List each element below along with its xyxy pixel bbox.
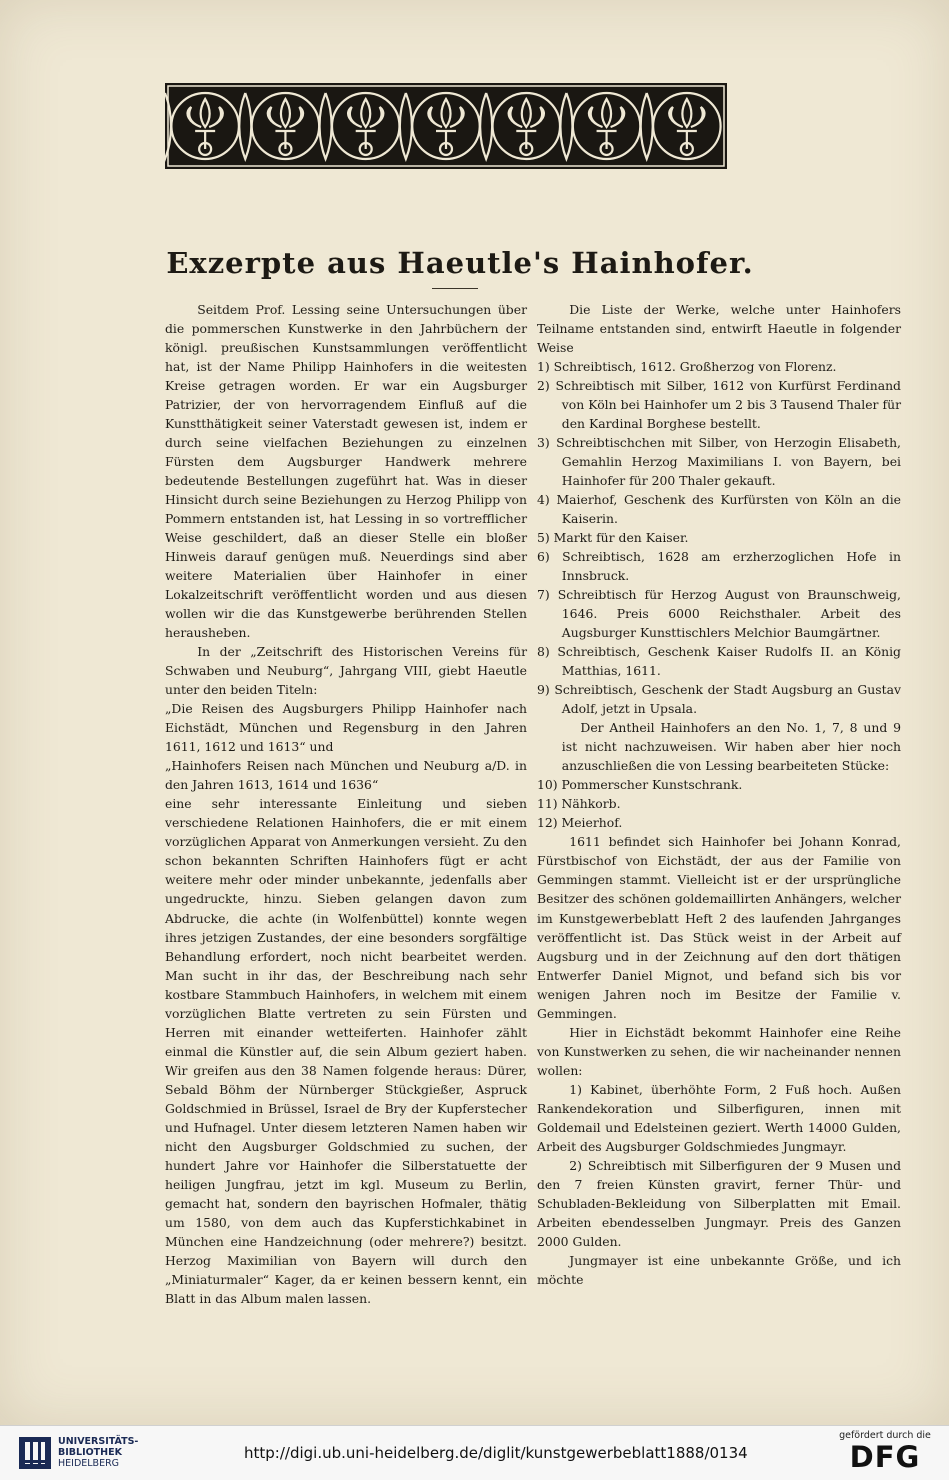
title-divider bbox=[432, 288, 478, 289]
list-item: 4) Maierhof, Geschenk des Kurfürsten von Köln an die Kaiserin. bbox=[537, 492, 901, 527]
sponsor-logo[interactable] bbox=[835, 1430, 935, 1478]
list-item: 5) Markt für den Kaiser. bbox=[537, 530, 689, 546]
paragraph: „Die Reisen des Augsburgers Philipp Hainhofer nach Eichstädt, München und Regensburg in den Jahren 1611, 1612 und 1613“ und bbox=[165, 701, 527, 755]
right-text-column bbox=[537, 300, 901, 1289]
library-name-line1: UNIVERSITÄTS- bbox=[58, 1436, 139, 1447]
paragraph: 2) Schreibtisch mit Silberfiguren der 9 Musen und den 7 freien Künsten gravirt, ferner Thür- und Schubladen-Bekleidung von Silberplatten mit Email. Arbeiten ebendesselben Jungmayr. Preis des Ganzen 2000 Gulden. bbox=[537, 1157, 901, 1249]
list-item: 9) Schreibtisch, Geschenk der Stadt Augsburg an Gustav Adolf, jetzt in Upsala. bbox=[537, 682, 901, 717]
list-item: 3) Schreibtischchen mit Silber, von Herzogin Elisabeth, Gemahlin Herzog Maximilians I. von Bayern, bei Hainhofer für 200 Thaler gekauft. bbox=[537, 435, 901, 489]
list-item: 1) Schreibtisch, 1612. Großherzog von Florenz. bbox=[537, 359, 837, 375]
paragraph: „Hainhofers Reisen nach München und Neuburg a/D. in den Jahren 1613, 1614 und 1636“ bbox=[165, 758, 527, 793]
dfg-logo: DFG bbox=[849, 1440, 921, 1474]
paragraph: Seitdem Prof. Lessing seine Untersuchungen über die pommerschen Kunstwerke in den Jahrbüchern der königl. preußischen Kunstsammlungen veröffentlicht hat, ist der Name Philipp Hainhofers in die weitesten Kreise getragen worden. Er war ein Augsburger Patrizier, der von hervorragendem Einfluß auf die Kunstthätigkeit seiner Vaterstadt gewesen ist, indem er durch seine vielfachen Beziehungen zu einzelnen Fürsten dem Augsburger Handwerk mehrere bedeutende Bestellungen zugeführt hat. Was in dieser Hinsicht durch seine Beziehungen zu Herzog Philipp von Pommern entstanden ist, hat Lessing in so vortrefflicher Weise geschildert, daß an dieser Stelle ein bloßer Hinweis darauf genügen muß. Neuerdings sind aber weitere Materialien über Hainhofer in einer Lokalzeitschrift veröffentlicht worden und aus diesen wollen wir die das Kunstgewerbe berührenden Stellen herausheben. bbox=[165, 302, 527, 641]
list-note: Der Antheil Hainhofers an den No. 1, 7, 8 und 9 ist nicht nachzuweisen. Wir haben aber hier noch anzuschließen die von Lessing bearbeiteten Stücke: bbox=[561, 720, 901, 774]
viewer-footer bbox=[0, 1425, 949, 1480]
paragraph: 1) Kabinet, überhöhte Form, 2 Fuß hoch. Außen Rankendekoration und Silberfiguren, innen mit Goldemail und Edelsteinen geziert. Werth 14000 Gulden, Arbeit des Augsburger Goldschmiedes Jungmayr. bbox=[537, 1081, 901, 1154]
paragraph: Die Liste der Werke, welche unter Hainhofers Teilname entstanden sind, entwirft Haeutle in folgender Weise bbox=[537, 302, 901, 356]
list-item: 12) Meierhof. bbox=[537, 815, 623, 831]
permalink-url[interactable]: http://digi.ub.uni-heidelberg.de/diglit/kunstgewerbeblatt1888/0134 bbox=[244, 1444, 748, 1462]
list-item: 10) Pommerscher Kunstschrank. bbox=[537, 777, 743, 793]
heidelberg-library-logo-icon bbox=[18, 1436, 52, 1470]
library-logo[interactable] bbox=[18, 1434, 218, 1474]
paragraph: 1611 befindet sich Hainhofer bei Johann Konrad, Fürstbischof von Eichstädt, der aus der Familie von Gemmingen stammt. Vielleicht ist er der ursprüngliche Besitzer des schönen goldemaillirten Anhängers, welcher im Kunstgewerbeblatt Heft 2 des laufenden Jahrganges veröffentlicht ist. Das Stück weist in der Arbeit auf Augsburg und in der Zeichnung auf den dort thätigen Entwerfer Daniel Mignot, und befand sich bis vor wenigen Jahren noch im Besitze der Familie v. Gemmingen. bbox=[537, 834, 901, 1021]
list-item: 11) Nähkorb. bbox=[537, 796, 621, 812]
paragraph: eine sehr interessante Einleitung und sieben verschiedene Relationen Hainhofers, die er mit einem vorzüglichen Apparat von Anmerkungen versieht. Zu den schon bekannten Schriften Hainhofers fügt er acht weitere mehr oder minder unbekannte, jedenfalls aber ungedruckte, hinzu. Sieben gelangen davon zum Abdrucke, die achte (in Wolfenbüttel) konnte wegen ihres jetzigen Zustandes, der eine besonders sorgfältige Behandlung erfordert, noch nicht bearbeitet werden. Man sucht in ihr das, der Beschreibung nach sehr kostbare Stammbuch Hainhofers, in welchem mit einem vorzüglichen Blatte vertreten zu sein Fürsten und Herren mit einander wetteiferten. Hainhofer zählt einmal die Künstler auf, die sein Album geziert haben. Wir greifen aus den 38 Namen folgende heraus: Dürer, Sebald Böhm der Nürnberger Stückgießer, Aspruck Goldschmied in Brüssel, Israel de Bry der Kupferstecher und Hufnagel. Unter diesem letzteren Namen haben wir nicht den Augsburger Goldschmied zu suchen, der hundert Jahre vor Hainhofer die Silberstatuette der heiligen Jungfrau, jetzt im kgl. Museum zu Berlin, gemacht hat, sondern den bayrischen Hofmaler, thätig um 1580, von dem auch das Kupferstichkabinet in München eine Handzeichnung (oder mehrere?) besitzt. Herzog Maximilian von Bayern will durch den „Miniaturmaler“ Kager, da er keinen bessern kennt, ein Blatt in das Album malen lassen. bbox=[165, 796, 527, 1306]
list-item: 7) Schreibtisch für Herzog August von Braunschweig, 1646. Preis 6000 Reichsthaler. Arbeit des Augsburger Kunsttischlers Melchior Baumgärtner. bbox=[537, 587, 901, 641]
library-name-line3: HEIDELBERG bbox=[58, 1458, 120, 1469]
left-text-column bbox=[165, 300, 527, 1308]
sponsor-caption: gefördert durch die bbox=[839, 1430, 931, 1441]
list-item: 2) Schreibtisch mit Silber, 1612 von Kurfürst Ferdinand von Köln bei Hainhofer um 2 bis 3 Tausend Thaler für den Kardinal Borghese bestellt. bbox=[537, 378, 901, 432]
paragraph: In der „Zeitschrift des Historischen Vereins für Schwaben und Neuburg“, Jahrgang VIII, giebt Haeutle unter den beiden Titeln: bbox=[165, 644, 527, 698]
paragraph: Jungmayer ist eine unbekannte Größe, und ich möchte bbox=[537, 1252, 901, 1287]
list-item: 8) Schreibtisch, Geschenk Kaiser Rudolfs II. an König Matthias, 1611. bbox=[537, 644, 901, 679]
library-name-line2: BIBLIOTHEK bbox=[58, 1447, 122, 1458]
ornamental-header-band bbox=[165, 83, 727, 169]
article-title: Exzerpte aus Haeutle's Hainhofer. bbox=[166, 246, 754, 280]
list-item: 6) Schreibtisch, 1628 am erzherzoglichen Hofe in Innsbruck. bbox=[537, 549, 901, 584]
paragraph: Hier in Eichstädt bekommt Hainhofer eine Reihe von Kunstwerken zu sehen, die wir nacheinander nennen wollen: bbox=[537, 1024, 901, 1078]
library-name bbox=[58, 1436, 138, 1469]
